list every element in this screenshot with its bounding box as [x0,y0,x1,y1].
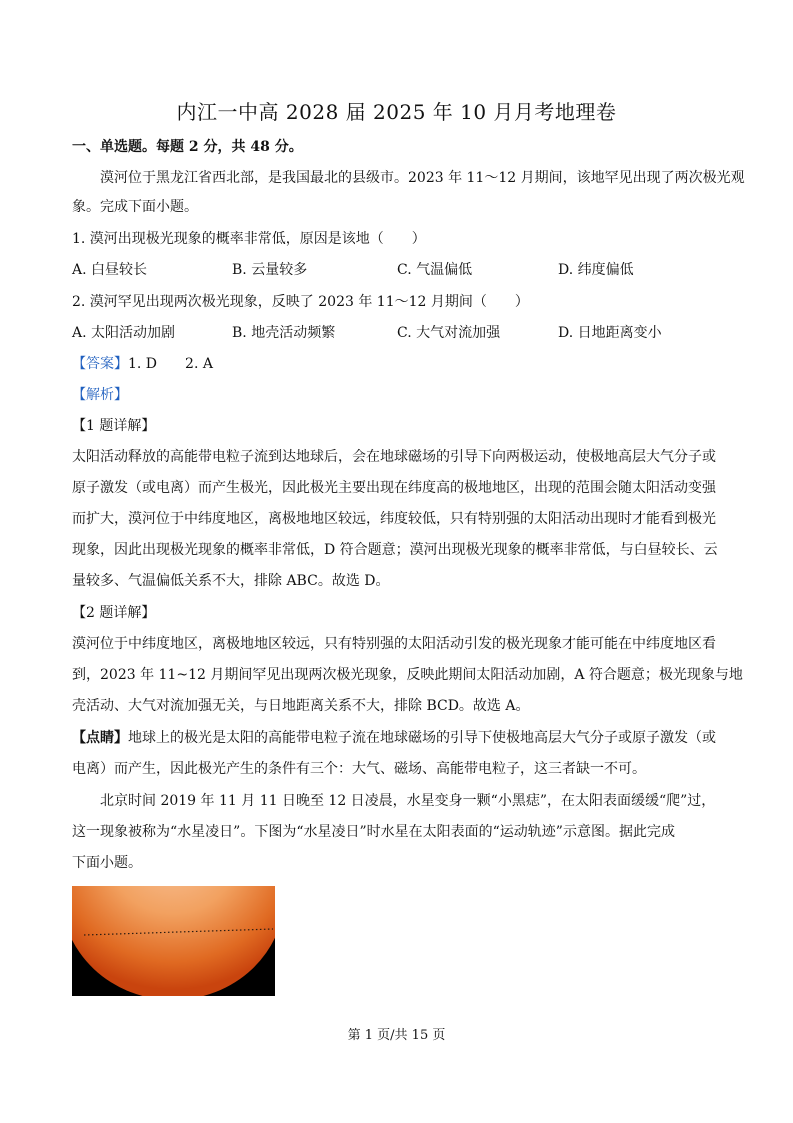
detail-1-line-5: 量较多、气温偏低关系不大，排除 ABC。故选 D。 [72,573,390,589]
question-1-option-d: D. 纬度偏低 [558,262,634,278]
material-1-line-2: 象。完成下面小题。 [72,199,198,215]
question-2-option-b: B. 地壳活动频繁 [232,325,336,341]
question-2-option-a: A. 太阳活动加剧 [72,325,176,341]
analysis-label: 【解析】 [72,387,128,403]
question-1-options [72,260,722,280]
detail-1-line-4: 现象，因此出现极光现象的概率非常低，D 符合题意；漠河出现极光现象的概率非常低，与白昼较长、云 [72,542,718,558]
tip-line-2: 电离）而产生，因此极光产生的条件有三个：大气、磁场、高能带电粒子，这三者缺一不可。 [72,761,646,777]
detail-1-label: 【1 题详解】 [72,418,156,434]
detail-2-line-3: 壳活动、大气对流加强无关，与日地距离关系不大，排除 BCD。故选 A。 [72,698,530,714]
answer-line [72,354,722,374]
answer-text: 1. D 2. A [128,356,213,372]
detail-2-line-1: 漠河位于中纬度地区，离极地地区较远，只有特别强的太阳活动引发的极光现象才能可能在中纬度地区看 [72,636,716,652]
detail-1-line-1: 太阳活动释放的高能带电粒子流到达地球后，会在地球磁场的引导下向两极运动，使极地高层大气分子或 [72,449,716,465]
page-title: 内江一中高 2028 届 2025 年 10 月月考地理卷 [176,100,617,124]
question-1-stem: 1. 漠河出现极光现象的概率非常低，原因是该地（ ） [72,231,426,247]
question-2-option-d: D. 日地距离变小 [558,325,662,341]
question-2-stem: 2. 漠河罕见出现两次极光现象，反映了 2023 年 11～12 月期间（ ） [72,294,529,310]
question-1-option-c: C. 气温偏低 [397,262,473,278]
page-footer: 第 1 页/共 15 页 [347,1028,446,1043]
detail-1-line-3: 而扩大，漠河位于中纬度地区，离极地地区较远，纬度较低，只有特别强的太阳活动出现时才能看到极光 [72,511,716,527]
section-heading: 一、单选题。每题 2 分，共 48 分。 [72,139,303,155]
tip-text-1: 地球上的极光是太阳的高能带电粒子流在地球磁场的引导下使极地高层大气分子或原子激发（或 [128,730,716,746]
detail-1-line-2: 原子激发（或电离）而产生极光，因此极光主要出现在纬度高的极地地区，出现的范围会随太阳活动变强 [72,480,716,496]
detail-2-line-2: 到，2023 年 11~12 月期间罕见出现两次极光现象，反映此期间太阳活动加剧，A 符合题意；极光现象与地 [72,667,743,683]
material-2-line-3: 下面小题。 [72,855,142,871]
question-2-options [72,323,722,343]
question-1-option-b: B. 云量较多 [232,262,308,278]
material-2-line-1: 北京时间 2019 年 11 月 11 日晚至 12 日凌晨，水星变身一颗“小黑痣”，在太阳表面缓缓“爬”过， [100,793,716,809]
question-1-option-a: A. 白昼较长 [72,262,148,278]
answer-label: 【答案】 [72,356,128,372]
sun-disk-image [72,886,275,996]
tip-label: 【点睛】 [72,730,128,746]
detail-2-label: 【2 题详解】 [72,605,156,621]
question-2-option-c: C. 大气对流加强 [397,325,501,341]
material-2-line-2: 这一现象被称为“水星凌日”。下图为“水星凌日”时水星在太阳表面的“运动轨迹”示意图。据此完成 [72,824,675,840]
tip-line-1 [72,728,722,748]
mercury-transit-figure [72,886,275,996]
material-1-line-1: 漠河位于黑龙江省西北部，是我国最北的县级市。2023 年 11～12 月期间，该地罕见出现了两次极光观 [100,170,745,186]
